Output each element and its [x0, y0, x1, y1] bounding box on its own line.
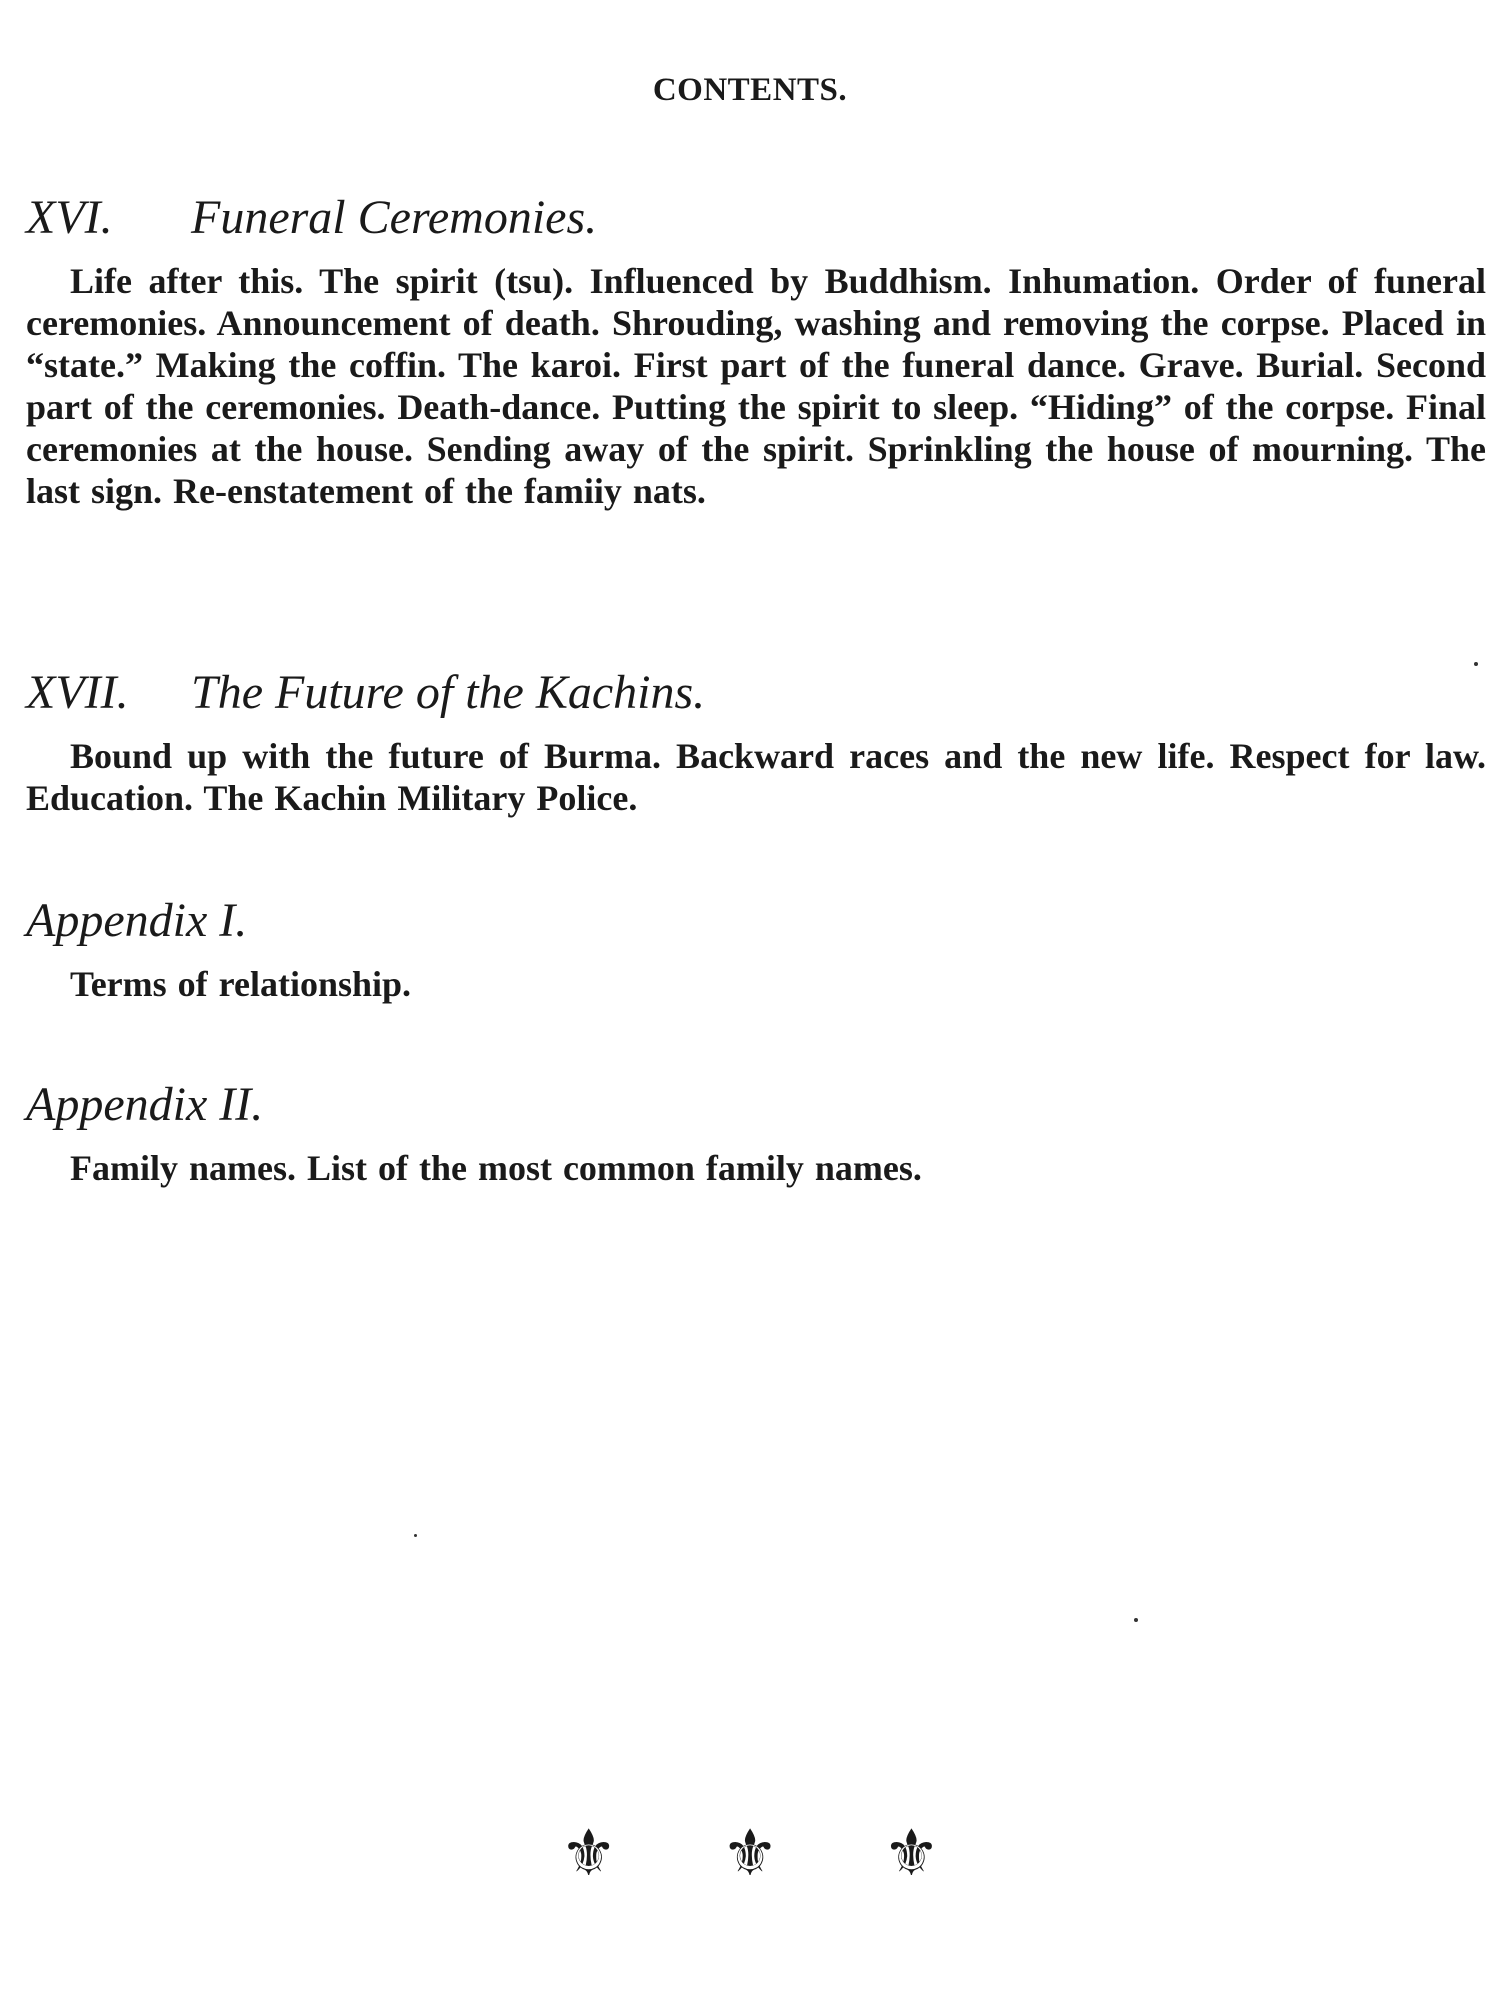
section-summary: Terms of relationship. — [70, 964, 412, 1004]
page-heading: CONTENTS. — [652, 72, 848, 108]
fleur-de-lis-icon: ⚜ — [559, 1818, 618, 1889]
section-numeral: XVI. — [26, 191, 113, 244]
fleuron-row — [0, 1818, 1500, 1889]
section-title — [26, 190, 1486, 246]
section-name: The Future of the Kachins. — [191, 666, 706, 719]
contents-section-appendix-ii — [26, 1077, 1486, 1189]
fleur-de-lis-icon: ⚜ — [882, 1818, 941, 1889]
section-title: Appendix II. — [26, 1078, 264, 1131]
fleur-de-lis-icon: ⚜ — [721, 1818, 779, 1889]
contents-section-xvii — [26, 665, 1486, 819]
section-title — [26, 665, 1486, 721]
print-speck — [1474, 662, 1478, 666]
contents-section-appendix-i — [26, 893, 1486, 1005]
print-speck — [414, 1534, 417, 1537]
section-title: Appendix I. — [26, 894, 248, 947]
print-speck — [1134, 1618, 1138, 1622]
section-summary: Family names. List of the most common family names. — [70, 1148, 922, 1188]
section-name: Funeral Ceremonies. — [191, 191, 598, 244]
section-summary: Life after this. The spirit (tsu). Influenced by Buddhism. Inhumation. Order of funeral ceremonies. Announcement of death. Shrouding, washing and removing the corpse. Placed in “state.” Making the coffin. The karoi. First part of the funeral dance. Grave. Burial. Second part of the ceremonies. Death-dance. Putting the spirit to sleep. “Hiding” of the corpse. Final ceremonies at the house. Sending away of the spirit. Sprinkling the house of mourning. The last sign. Re-enstatement of the famiiy nats. — [26, 261, 1486, 511]
contents-section-xvi — [26, 190, 1486, 512]
section-numeral: XVII. — [26, 666, 129, 719]
section-summary: Bound up with the future of Burma. Backward races and the new life. Respect for law. Education. The Kachin Military Police. — [26, 736, 1486, 818]
